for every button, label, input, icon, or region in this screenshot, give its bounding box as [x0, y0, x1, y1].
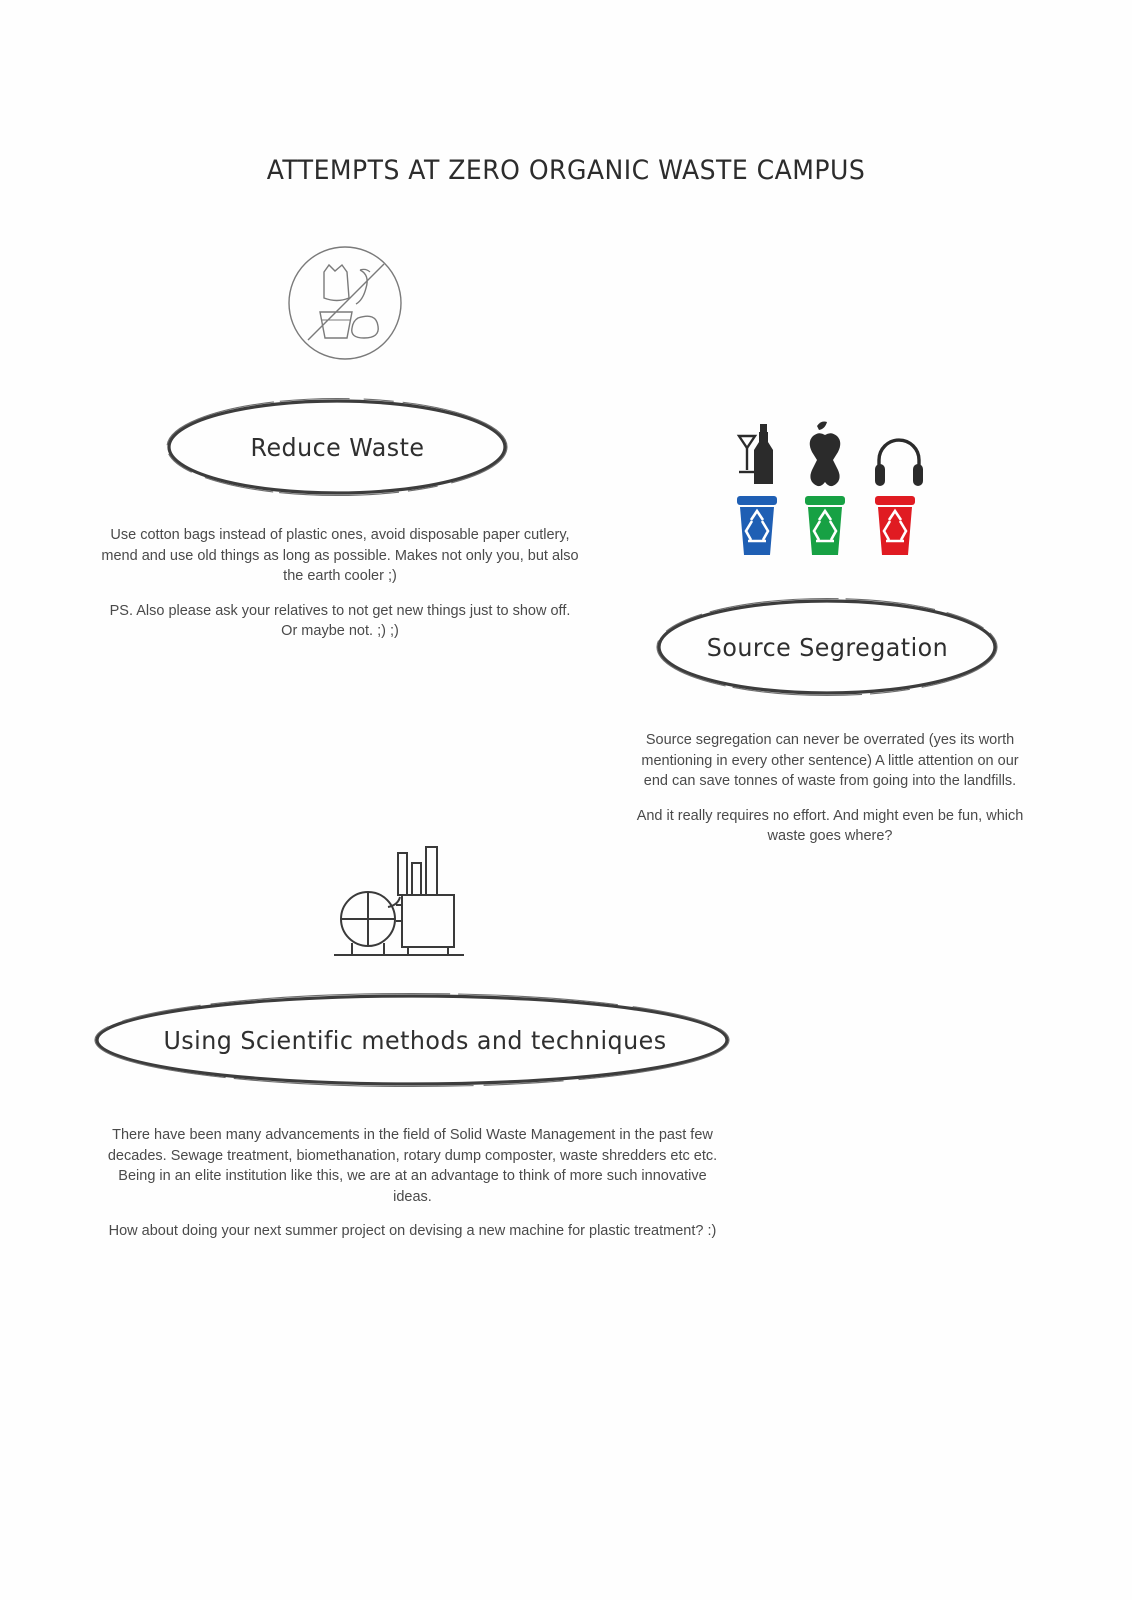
recycling-bins-icon: [735, 420, 925, 580]
paragraph: Source segregation can never be overrated (yes its worth mentioning in every other sentence) A little attention on our end can save tonnes of waste from going into the landfills.: [641, 732, 1019, 790]
paragraph: There have been many advancements in the field of Solid Waste Management in the past few decades. Sewage treatment, biomethanation, rotary dump composter, waste shredders etc etc. Being in an elite institution like this, we are at an advantage to think of more such innovative ideas.: [107, 1127, 718, 1205]
heading-reduce-waste: Reduce Waste: [250, 433, 425, 462]
heading-bubble-scientific-methods: [90, 990, 740, 1090]
body-scientific-methods: [100, 1125, 725, 1242]
plastic-bag-icon: [280, 240, 410, 370]
heading-source-segregation: Source Segregation: [706, 633, 949, 662]
heading-scientific-methods: Using Scientific methods and techniques: [163, 1025, 667, 1055]
heading-bubble-source-segregation: [650, 595, 1005, 700]
body-reduce-waste: [100, 525, 580, 642]
paragraph: And it really requires no effort. And might even be fun, which waste goes where?: [636, 807, 1024, 845]
paragraph: How about doing your next summer project on devising a new machine for plastic treatment? :): [108, 1223, 717, 1240]
body-source-segregation: [630, 730, 1030, 847]
paragraph: PS. Also please ask your relatives to not get new things just to show off. Or maybe not. ;) ;): [109, 602, 571, 640]
page-title: ATTEMPTS AT ZERO ORGANIC WASTE CAMPUS: [266, 155, 866, 186]
heading-bubble-reduce-waste: [160, 395, 515, 500]
industrial-plant-icon: [330, 845, 480, 975]
paragraph: Use cotton bags instead of plastic ones, avoid disposable paper cutlery, mend and use old things as long as possible. Makes not only you, but also the earth cooler ;): [101, 527, 579, 585]
